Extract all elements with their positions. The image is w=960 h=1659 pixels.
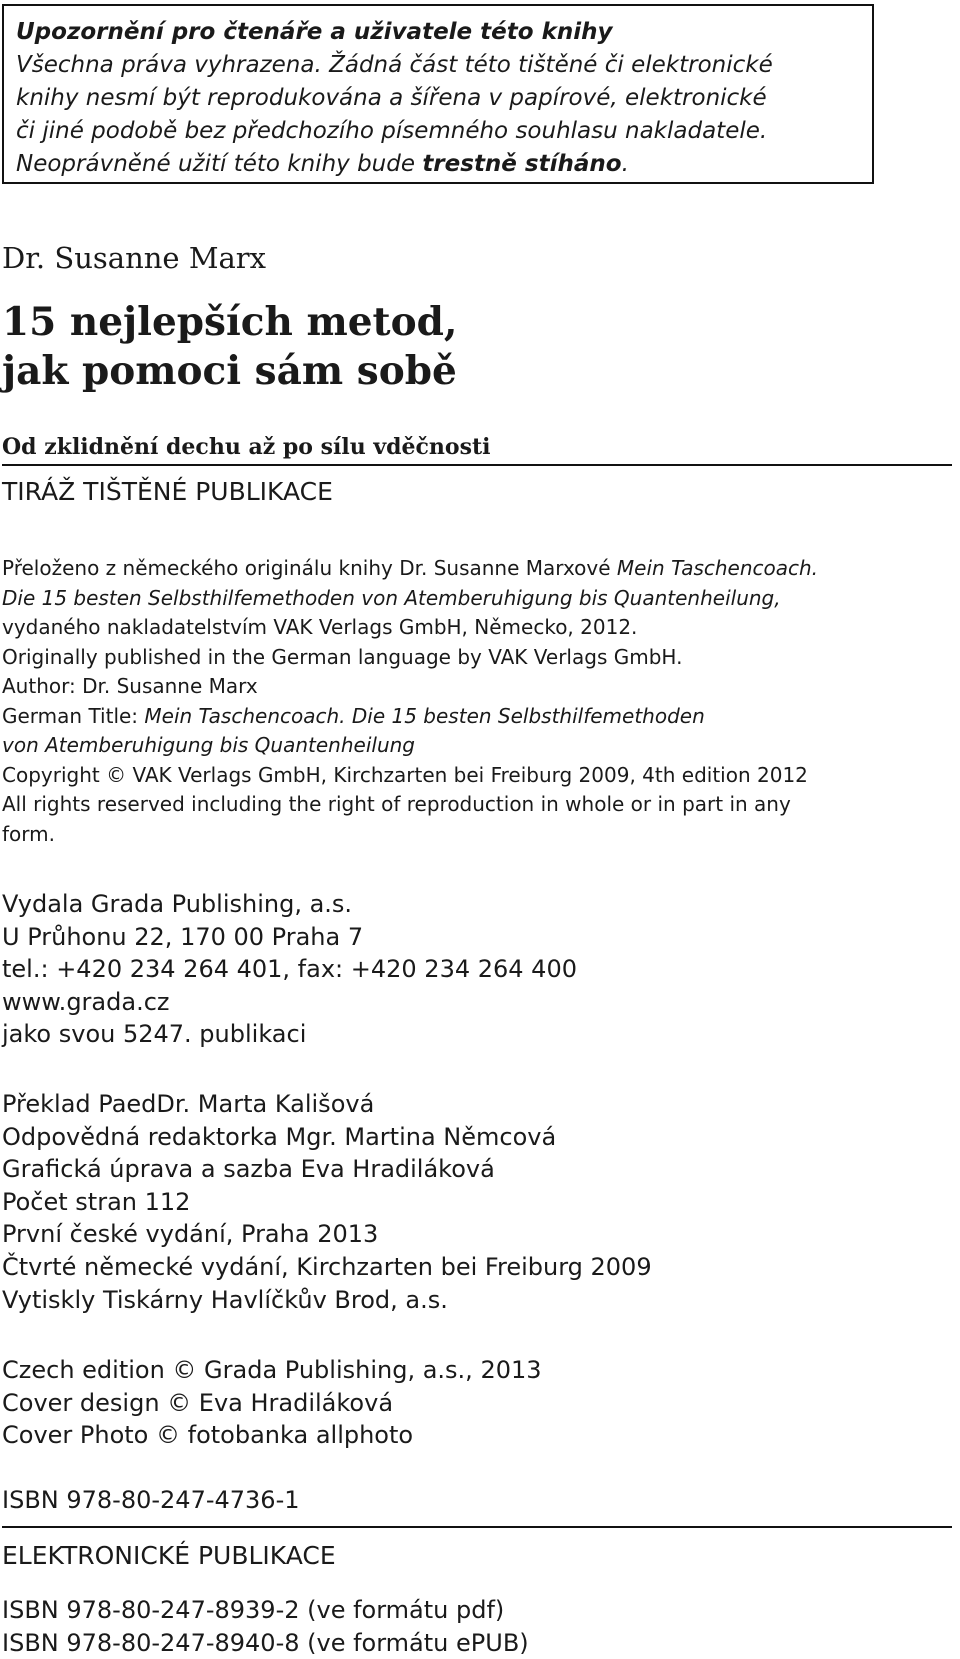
book-title-line: jak pomoci sám sobě [2,348,457,394]
notice-line: či jiné podobě bez předchozího písemného souhlasu nakladatele. [16,118,768,144]
translation-info: Přeloženo z německého originálu knihy Dr. Susanne Marxové Mein Taschencoach. Die 15 besten Selbsthilfemethoden von Atemberuhigung bis Quantenheilung, vydaného nakladatelstvím VAK Verlags GmbH, Německo, 2012. Originally published in the German language by VAK Verlags GmbH. Author: Dr. Susanne Marx German Title: Mein Taschencoach. Die 15 besten Selbsthilfemethoden von Atemberuhigung bis Quantenheilung Copyright © VAK Verlags GmbH, Kirchzarten bei Freiburg 2009, 4th edition 2012 All rights reserved including the right of reproduction in whole or in part in any form. [2,556,819,846]
section-divider [2,1526,952,1528]
credit-line: Vytiskly Tiskárny Havlíčkův Brod, a.s. [2,1285,448,1314]
print-imprint-heading: TIRÁŽ TIŠTĚNÉ PUBLIKACE [2,477,333,506]
publisher-web: www.grada.cz [2,987,170,1016]
publisher-name: Vydala Grada Publishing, a.s. [2,890,353,918]
book-author: Dr. Susanne Marx [2,241,267,275]
notice-emphasis: trestně stíháno [422,151,622,177]
publisher-phone: tel.: +420 234 264 401, fax: +420 234 264 400 [2,955,577,984]
book-title [2,298,457,396]
copyright-line: Czech edition © Grada Publishing, a.s., 2013 [2,1356,542,1384]
section-divider [2,464,952,466]
notice-line: Všechna práva vyhrazena. Žádná část této tištěné či elektronické [16,52,773,78]
isbn-pdf: ISBN 978-80-247-8939-2 (ve formátu pdf) [2,1596,505,1624]
notice-line: knihy nesmí být reprodukována a šířena v papírové, elektronické [16,85,767,111]
copyright-line: Cover design © Eva Hradiláková [2,1388,394,1417]
copyright-line: Cover Photo © fotobanka allphoto [2,1421,414,1450]
notice-line: Neoprávněné užití této knihy bude trestně stíháno. [16,151,629,177]
credit-line: Počet stran 112 [2,1187,191,1216]
credit-line: Grafická úprava a sazba Eva Hradiláková [2,1155,495,1184]
credit-line: Překlad PaedDr. Marta Kališová [2,1090,375,1118]
copyright-notice-box [2,4,874,184]
electronic-heading: ELEKTRONICKÉ PUBLIKACE [2,1541,336,1570]
copyright-holders [2,1354,542,1452]
notice-heading: Upozornění pro čtenáře a uživatele této knihy [16,19,613,45]
copyright-line: Copyright © VAK Verlags GmbH, Kirchzarten bei Freiburg 2009, 4th edition 2012 [2,762,808,787]
isbn-epub: ISBN 978-80-247-8940-8 (ve formátu ePUB) [2,1628,529,1657]
publisher-info [2,888,577,1051]
credit-line: První české vydání, Praha 2013 [2,1220,379,1249]
credit-line: Čtvrté německé vydání, Kirchzarten bei Freiburg 2009 [2,1252,652,1281]
isbn-print: ISBN 978-80-247-4736-1 [2,1486,300,1514]
credits [2,1088,652,1316]
publication-number: jako svou 5247. publikaci [2,1020,307,1049]
book-title-line: 15 nejlepších metod, [2,299,458,345]
credit-line: Odpovědná redaktorka Mgr. Martina Němcová [2,1122,557,1151]
book-subtitle: Od zklidnění dechu až po sílu vděčnosti [2,434,491,460]
isbn-electronic [2,1594,529,1659]
publisher-address: U Průhonu 22, 170 00 Praha 7 [2,922,364,951]
original-title: Mein Taschencoach. [616,556,819,580]
